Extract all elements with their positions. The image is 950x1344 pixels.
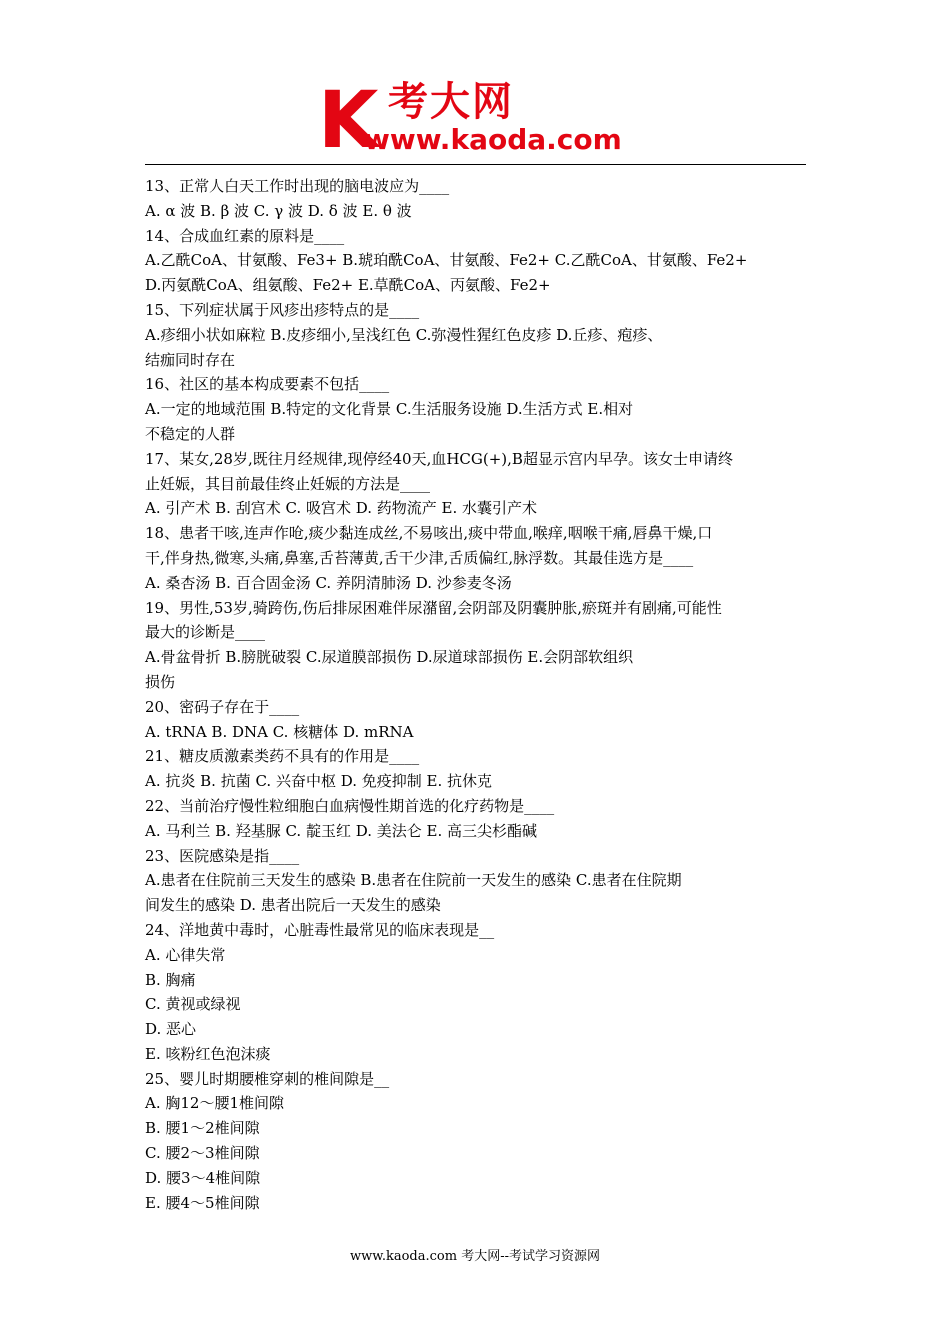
- logo-url: www.kaoda.com: [364, 123, 622, 156]
- text-line: 22、当前治疗慢性粒细胞白血病慢性期首选的化疗药物是____: [145, 796, 555, 815]
- document-body: [145, 174, 807, 1215]
- text-line: 20、密码子存在于____: [145, 697, 300, 716]
- header-divider: [145, 164, 806, 165]
- logo-name: 考大网: [388, 79, 514, 125]
- text-line: A. 心律失常: [145, 945, 226, 964]
- text-line: A. 抗炎 B. 抗菌 C. 兴奋中枢 D. 免疫抑制 E. 抗休克: [145, 772, 492, 791]
- text-line: 23、医院感染是指____: [145, 846, 300, 865]
- text-line: A.患者在住院前三天发生的感染 B.患者在住院前一天发生的感染 C.患者在住院期: [145, 871, 682, 890]
- text-line: A. α 波 B. β 波 C. γ 波 D. δ 波 E. θ 波: [145, 201, 412, 220]
- text-line: A. tRNA B. DNA C. 核糖体 D. mRNA: [145, 722, 414, 741]
- text-line: B. 胸痛: [145, 970, 196, 989]
- text-line: 15、下列症状属于风疹出疹特点的是____: [145, 300, 420, 319]
- text-line: 13、正常人白天工作时出现的脑电波应为____: [145, 177, 450, 195]
- text-line: D.丙氨酰CoA、组氨酸、Fe2+ E.草酰CoA、丙氨酸、Fe2+: [145, 276, 551, 295]
- text-line: C. 腰2～3椎间隙: [145, 1144, 260, 1163]
- text-line: 24、洋地黄中毒时，心脏毒性最常见的临床表现是__: [145, 920, 495, 939]
- text-line: A. 马利兰 B. 羟基脲 C. 靛玉红 D. 美法仑 E. 高三尖杉酯碱: [145, 821, 537, 840]
- text-line: 止妊娠，其目前最佳终止妊娠的方法是____: [145, 474, 431, 493]
- text-line: 19、男性,53岁,骑跨伤,伤后排尿困难伴尿潴留,会阴部及阴囊肿胀,瘀斑并有剧痛,可能性: [145, 598, 722, 617]
- logo-letter: K: [318, 76, 377, 166]
- text-line: 不稳定的人群: [145, 424, 236, 443]
- text-line: 最大的诊断是____: [145, 623, 266, 642]
- text-line: A.一定的地域范围 B.特定的文化背景 C.生活服务设施 D.生活方式 E.相对: [145, 400, 634, 419]
- text-line: 结痂同时存在: [145, 350, 236, 369]
- text-line: A. 引产术 B. 刮宫术 C. 吸宫术 D. 药物流产 E. 水囊引产术: [145, 499, 537, 518]
- site-logo: [318, 76, 638, 166]
- text-line: E. 腰4～5椎间隙: [145, 1193, 260, 1212]
- text-line: D. 恶心: [145, 1020, 197, 1039]
- text-line: C. 黄视或绿视: [145, 995, 241, 1014]
- text-line: 间发生的感染 D. 患者出院后一天发生的感染: [145, 896, 441, 915]
- page-footer: www.kaoda.com 考大网--考试学习资源网: [350, 1249, 600, 1264]
- text-line: A.疹细小状如麻粒 B.皮疹细小,呈浅红色 C.弥漫性猩红色皮疹 D.丘疹、疱疹、: [145, 325, 663, 344]
- text-line: A. 桑杏汤 B. 百合固金汤 C. 养阴清肺汤 D. 沙参麦冬汤: [145, 573, 512, 592]
- text-line: A.乙酰CoA、甘氨酸、Fe3+ B.琥珀酰CoA、甘氨酸、Fe2+ C.乙酰CoA、甘氨酸、Fe2+: [145, 251, 748, 270]
- text-line: A. 胸12～腰1椎间隙: [145, 1094, 284, 1113]
- text-line: A.骨盆骨折 B.膀胱破裂 C.尿道膜部损伤 D.尿道球部损伤 E.会阴部软组织: [145, 648, 634, 667]
- text-line: 16、社区的基本构成要素不包括____: [145, 375, 390, 394]
- text-line: E. 咳粉红色泡沫痰: [145, 1044, 271, 1063]
- text-line: 18、患者干咳,连声作呛,痰少黏连成丝,不易咳出,痰中带血,喉痒,咽喉干痛,唇鼻干燥,口: [145, 524, 713, 543]
- text-line: 干,伴身热,微寒,头痛,鼻塞,舌苔薄黄,舌干少津,舌质偏红,脉浮数。其最佳选方是____: [145, 548, 694, 567]
- text-line: 25、婴儿时期腰椎穿刺的椎间隙是__: [145, 1069, 390, 1088]
- text-line: 14、合成血红素的原料是____: [145, 226, 345, 245]
- text-line: 21、糖皮质激素类药不具有的作用是____: [145, 747, 420, 766]
- text-line: 17、某女,28岁,既往月经规律,现停经40天,血HCG(+),B超显示宫内早孕。该女士申请终: [145, 449, 733, 468]
- text-line: B. 腰1～2椎间隙: [145, 1119, 260, 1138]
- text-line: 损伤: [145, 672, 176, 691]
- text-line: D. 腰3～4椎间隙: [145, 1168, 261, 1187]
